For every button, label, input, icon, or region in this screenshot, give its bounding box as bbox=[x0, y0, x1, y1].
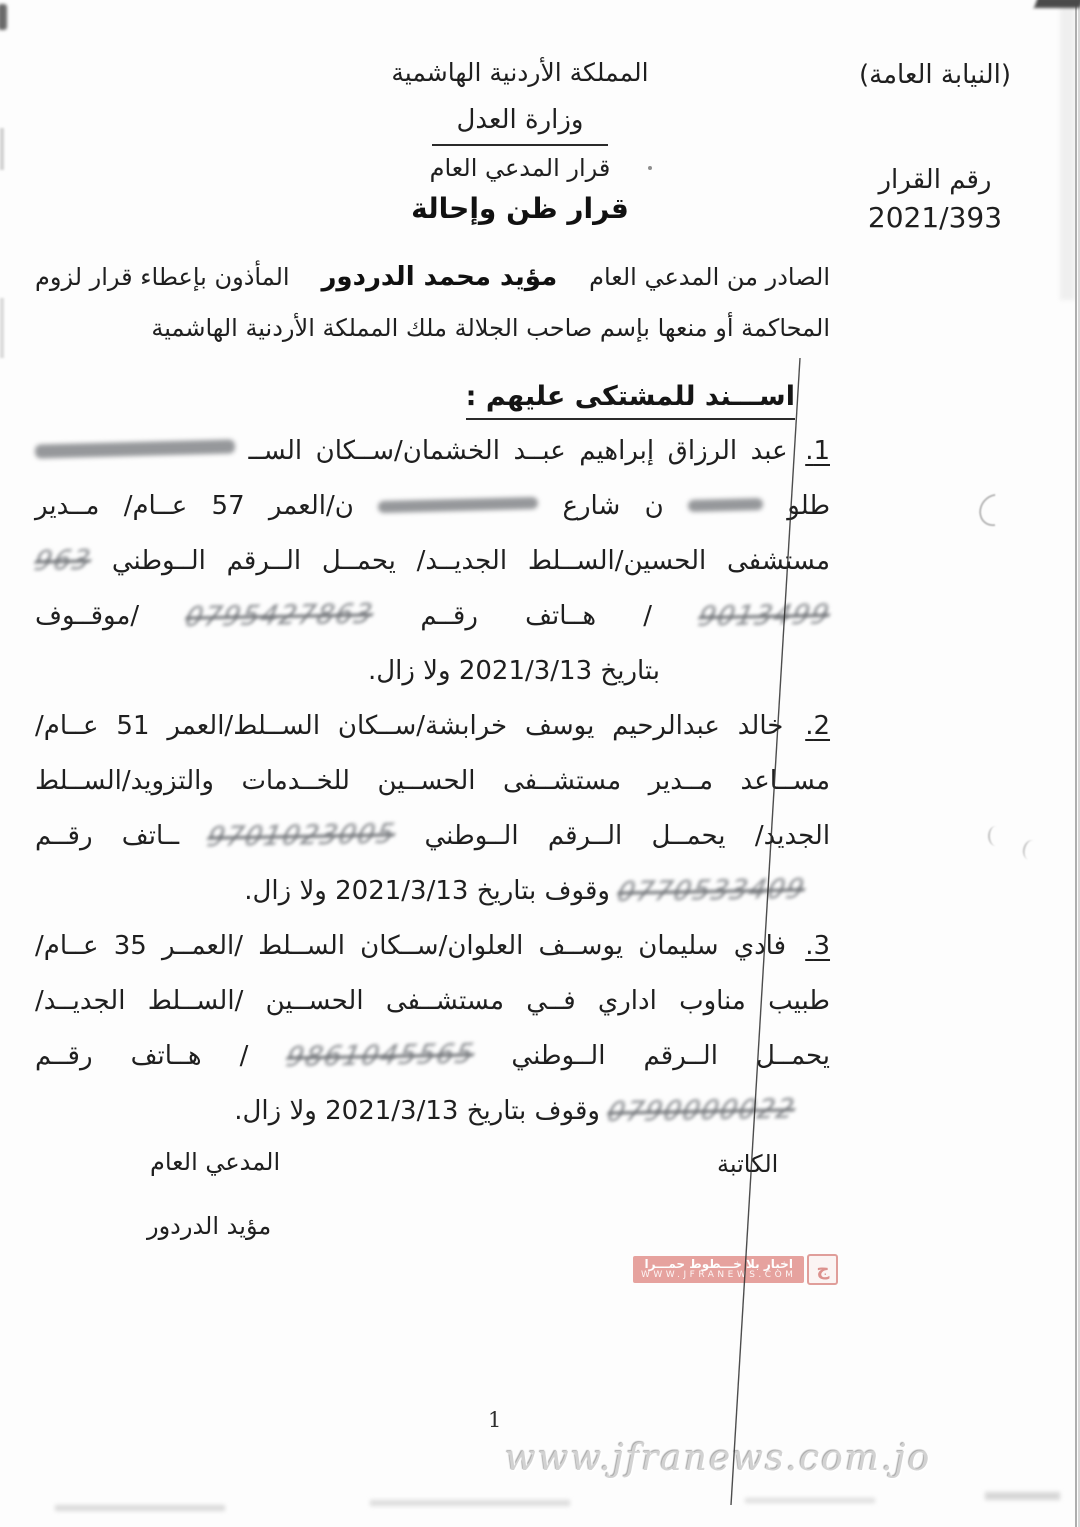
redacted-number-smudge: 9861045565 bbox=[283, 1038, 477, 1073]
redacted-number-smudge: 9701023005 bbox=[205, 818, 399, 853]
decision-number-value: 2021/393 bbox=[867, 201, 1003, 234]
issued-suffix: المأذون بإعطاء قرار لزوم bbox=[35, 263, 290, 291]
defendant-text: يحمــل الــرقم الــوطني bbox=[511, 1041, 831, 1071]
authority-label: (النيابة العامة) bbox=[859, 60, 1011, 90]
defendant-text: /موقــوف bbox=[35, 601, 140, 631]
defendant-text: ن/العمر 57 عــام/ مــدير bbox=[35, 491, 354, 521]
issued-prefix: الصادر من المدعي العام bbox=[589, 263, 830, 291]
decision-by-line: قرار المدعي العام bbox=[429, 154, 611, 182]
website-watermark: www.jfranews.com.jo bbox=[505, 1438, 932, 1479]
defendant-text: ن شارع bbox=[562, 491, 664, 521]
prosecutor-name-bold: مؤيد محمد الدردور bbox=[321, 262, 558, 292]
prosecutor-title-label: المدعي العام bbox=[150, 1148, 281, 1176]
decision-type-title: قرار ظن وإحالة bbox=[411, 192, 629, 225]
defendant-text: / هــاتف رقــم bbox=[35, 1041, 249, 1071]
prosecutor-signature-name: مؤيد الدردور bbox=[147, 1212, 272, 1240]
redacted-number-smudge: 9013499 bbox=[696, 598, 834, 633]
redacted-number-smudge: 0790000022 bbox=[604, 1093, 799, 1128]
defendant-text: وقوف بتاريخ 2021/3/13 ولا زال. bbox=[234, 1096, 600, 1126]
page-number: 1 bbox=[488, 1408, 502, 1432]
decision-number-label: رقم القرار bbox=[878, 165, 992, 195]
jfranews-logo-icon: ج bbox=[807, 1254, 838, 1285]
defendant-number: 2. bbox=[805, 711, 831, 741]
redacted-number-smudge: 0795427863 bbox=[183, 598, 377, 633]
defendant-number: 1. bbox=[805, 436, 830, 466]
defendant-text: مســاعد مــدير مستشــفى الحســين للخــدمات والتزويد/الســلط bbox=[35, 766, 830, 796]
jfranews-url-caps: WWW.JFRANEWS.COM bbox=[641, 1270, 797, 1281]
defendant-text: بتاريخ 2021/3/13 ولا زال. bbox=[367, 656, 660, 686]
section-heading: اســـند للمشتكى عليهم : bbox=[466, 381, 795, 420]
defendant-text: طبيب مناوب اداري فــي مستشــفى الحســين /الســلط الجديــد/ bbox=[35, 986, 830, 1016]
defendant-text: طلو bbox=[787, 491, 831, 521]
defendant-number: 3. bbox=[805, 931, 831, 961]
jfranews-slogan-arabic: اخبار بلا خـــطوط حمـــرا bbox=[644, 1256, 793, 1271]
defendant-text: الجديد/ يحمــل الــرقم الــوطني bbox=[424, 821, 831, 851]
defendant-text: / هــاتف رقــم bbox=[420, 601, 653, 631]
defendant-text: عبد الرزاق إبراهيم عبــد الخشمان/ســكان الســ bbox=[248, 436, 788, 466]
defendant-text: مستشفى الحسين/الســلط الجديــد/ يحمــل الــرقم الــوطني bbox=[111, 546, 830, 576]
redacted-number-smudge: 0770533409 bbox=[614, 873, 809, 908]
defendant-text: خالد عبدالرحيم يوسف خرابشة/ســكان الســلط/العمر 51 عــام/ bbox=[35, 711, 784, 741]
clerk-label: الكاتبة bbox=[717, 1150, 779, 1178]
defendant-text: فادي سليمان يوســف العلوان/ســكان الســلط /العمــر 35 عــام/ bbox=[35, 931, 787, 961]
defendant-text: ــاتف رقــم bbox=[35, 821, 180, 851]
redacted-number-smudge: 963 bbox=[31, 544, 95, 577]
kingdom-title: المملكة الأردنية الهاشمية bbox=[391, 58, 649, 87]
issued-line-2: المحاكمة أو منعها بإسم صاحب الجلالة ملك المملكة الأردنية الهاشمية bbox=[151, 314, 830, 342]
ministry-title: وزارة العدل bbox=[432, 105, 607, 146]
defendant-text: وقوف بتاريخ 2021/3/13 ولا زال. bbox=[244, 876, 610, 906]
